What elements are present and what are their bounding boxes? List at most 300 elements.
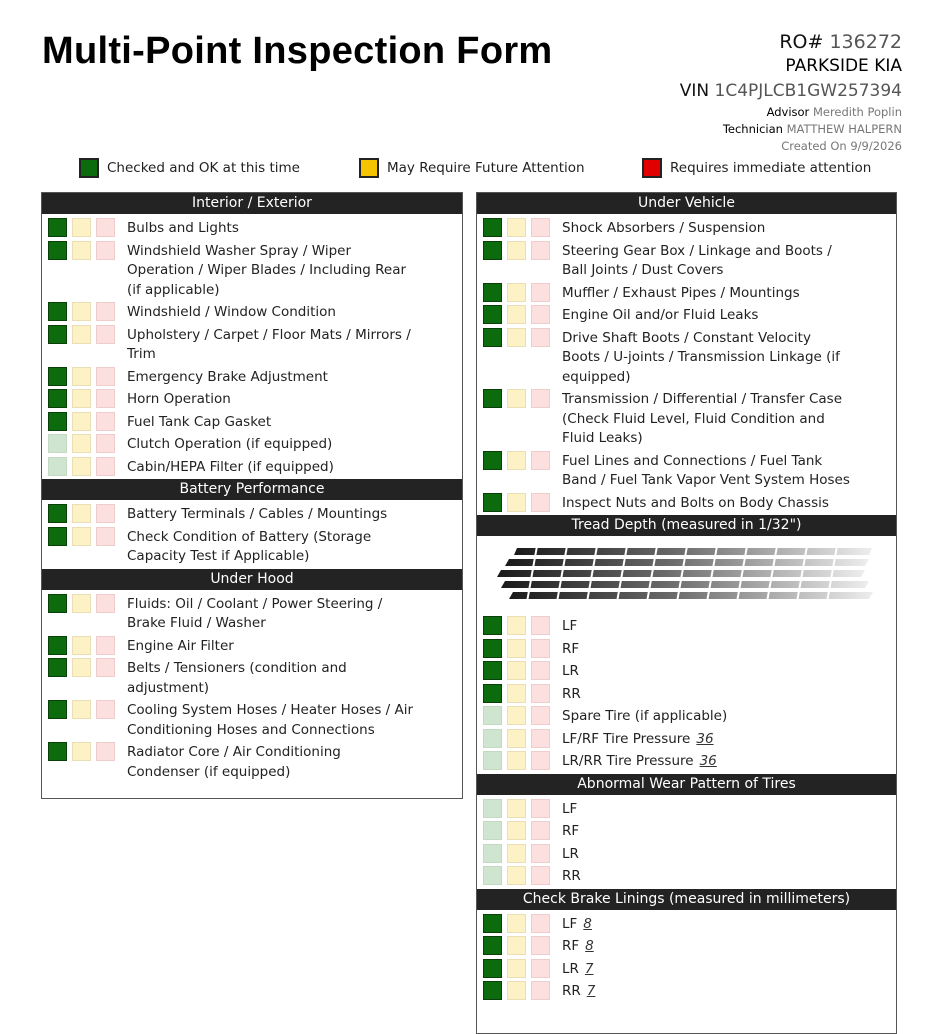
future-status-box[interactable] [507,283,526,302]
ok-status-box[interactable] [483,451,502,470]
future-status-box[interactable] [72,302,91,321]
section-vehicle [477,214,896,515]
future-status-box[interactable] [72,527,91,546]
status-boxes [483,328,555,347]
inspection-row [42,367,462,390]
status-boxes [48,504,120,523]
future-status-box[interactable] [507,751,526,770]
inspection-item-label [127,389,231,410]
inspection-item-label [562,328,852,388]
item-text: Shock Absorbers / Suspension [562,220,766,236]
inspection-row [42,302,462,325]
ok-status-box[interactable] [48,594,67,613]
inspection-row [42,700,462,742]
legend-immediate-label: Requires immediate attention [670,160,872,176]
status-boxes [48,527,120,546]
ok-status-box[interactable] [483,866,502,885]
advisor [680,104,902,121]
right-column [476,192,897,1034]
future-status-box[interactable] [72,457,91,476]
item-text: LR/RR Tire Pressure [562,753,694,769]
measured-value: 7 [586,983,596,999]
inspection-item-label [127,412,271,433]
inspection-item-label [562,451,852,491]
section-wear [477,795,896,889]
status-boxes [483,639,555,658]
ok-status-box[interactable] [483,241,502,260]
inspection-row [42,389,462,412]
inspection-row [477,493,896,516]
inspection-row [477,218,896,241]
immediate-status-box[interactable] [531,821,550,840]
immediate-status-box[interactable] [531,639,550,658]
inspection-item-label [127,594,417,634]
inspection-item-label [562,729,714,750]
immediate-status-box[interactable] [531,914,550,933]
item-text: LF [562,618,578,634]
item-text: Emergency Brake Adjustment [127,368,328,385]
inspection-item-label [562,821,579,842]
inspection-row [477,684,896,707]
ok-status-box[interactable] [483,493,502,512]
status-boxes [483,936,555,955]
item-text: Windshield Washer Spray / Wiper Operation / Wiper Blades / Including Rear (if applicable) [127,242,407,298]
immediate-status-box[interactable] [96,594,115,613]
inspection-item-label [127,504,387,525]
ro-number [680,30,902,54]
item-text: Fuel Tank Cap Gasket [127,413,272,430]
inspection-item-label [562,241,852,281]
measured-value: 36 [696,730,714,747]
immediate-status-box[interactable] [531,936,550,955]
item-text: RR [562,868,581,884]
status-boxes [483,283,555,302]
inspection-row [42,412,462,435]
status-boxes [48,457,120,476]
item-text: RR [562,685,581,702]
item-text: Muffler / Exhaust Pipes / Mountings [562,284,800,301]
inspection-row [477,844,896,867]
vin-label: VIN [679,81,710,101]
inspection-row [42,218,462,241]
advisor-value: Meredith Poplin [812,105,902,119]
ok-status-box[interactable] [48,742,67,761]
inspection-item-label [127,241,417,301]
item-text: Fuel Lines and Connections / Fuel Tank Band / Fuel Tank Vapor Vent System Hoses [562,452,850,488]
inspection-row [477,959,896,982]
inspection-item-label [562,751,717,772]
ok-status-box[interactable] [483,389,502,408]
inspection-row [477,305,896,328]
status-boxes [483,305,555,324]
inspection-item-label [127,302,336,323]
item-text: Clutch Operation (if equipped) [127,436,333,452]
inspection-item-label [562,866,581,887]
inspection-row [477,616,896,639]
section-tread [477,612,896,774]
item-text: Windshield / Window Condition [127,304,336,320]
ok-status-box[interactable] [483,218,502,237]
inspection-item-label [562,936,594,957]
immediate-swatch [642,158,662,178]
future-status-box[interactable] [72,594,91,613]
immediate-status-box[interactable] [531,241,550,260]
future-status-box[interactable] [507,661,526,680]
item-text: LF [562,800,578,817]
item-text: LR [562,960,579,977]
inspection-row [477,661,896,684]
status-boxes [483,616,555,635]
ok-status-box[interactable] [48,700,67,719]
immediate-status-box[interactable] [96,367,115,386]
inspection-row [42,504,462,527]
immediate-status-box[interactable] [531,959,550,978]
inspection-item-label [562,981,595,1002]
status-boxes [483,959,555,978]
inspection-item-label [562,305,758,326]
immediate-status-box[interactable] [96,241,115,260]
item-text: Horn Operation [127,391,231,407]
inspection-item-label [562,844,579,865]
ok-status-box[interactable] [483,981,502,1000]
status-boxes [483,729,555,748]
inspection-item-label [562,914,592,935]
inspection-item-label [562,493,829,514]
future-status-box[interactable] [507,866,526,885]
measured-value: 36 [699,753,717,769]
vin [680,79,902,104]
ro-value: 136272 [829,31,902,53]
inspection-item-label [127,457,334,478]
inspection-row [477,328,896,390]
immediate-status-box[interactable] [96,504,115,523]
future-status-box[interactable] [72,742,91,761]
inspection-item-label [562,959,594,980]
future-status-box[interactable] [507,389,526,408]
immediate-status-box[interactable] [96,302,115,321]
immediate-status-box[interactable] [531,493,550,512]
inspection-item-label [562,616,577,637]
ok-status-box[interactable] [48,367,67,386]
inspection-row [477,866,896,889]
inspection-item-label [562,684,581,705]
status-boxes [483,799,555,818]
inspection-row [42,636,462,659]
legend-future [359,158,585,178]
future-status-box[interactable] [507,799,526,818]
inspection-row [477,914,896,937]
inspection-item-label [127,434,332,455]
status-boxes [483,493,555,512]
ok-status-box[interactable] [48,302,67,321]
future-status-box[interactable] [72,367,91,386]
status-boxes [483,866,555,885]
section-header-vehicle: Under Vehicle [477,193,896,214]
status-boxes [483,241,555,260]
immediate-status-box[interactable] [96,434,115,453]
immediate-status-box[interactable] [531,844,550,863]
ok-status-box[interactable] [483,844,502,863]
future-status-box[interactable] [507,821,526,840]
ok-status-box[interactable] [483,936,502,955]
technician [680,121,902,138]
created-date: Created On 9/9/2026 [781,139,902,153]
status-boxes [483,821,555,840]
item-text: Bulbs and Lights [127,220,239,236]
future-status-box[interactable] [507,981,526,1000]
inspection-row [477,706,896,729]
inspection-item-label [127,527,417,567]
immediate-status-box[interactable] [531,389,550,408]
inspection-row [42,434,462,457]
ok-status-box[interactable] [48,658,67,677]
inspection-row [477,451,896,493]
section-header-hood: Under Hood [42,569,462,590]
inspection-row [477,389,896,451]
item-text: LF/RF Tire Pressure [562,730,691,747]
status-boxes [483,389,555,408]
immediate-status-box[interactable] [96,658,115,677]
inspection-item-label [127,700,417,740]
ok-status-box[interactable] [483,799,502,818]
ok-status-box[interactable] [48,412,67,431]
status-boxes [48,302,120,321]
future-status-box[interactable] [507,914,526,933]
inspection-item-label [562,283,800,304]
inspection-item-label [127,658,417,698]
immediate-status-box[interactable] [531,616,550,635]
ok-status-box[interactable] [48,218,67,237]
section-interior [42,214,462,479]
immediate-status-box[interactable] [531,751,550,770]
immediate-status-box[interactable] [531,328,550,347]
immediate-status-box[interactable] [531,283,550,302]
inspection-row [477,821,896,844]
future-status-box[interactable] [507,844,526,863]
future-status-box[interactable] [507,218,526,237]
immediate-status-box[interactable] [96,218,115,237]
section-header-tread: Tread Depth (measured in 1/32") [477,515,896,536]
ok-status-box[interactable] [483,729,502,748]
immediate-status-box[interactable] [96,742,115,761]
immediate-status-box[interactable] [531,305,550,324]
item-text: Engine Air Filter [127,637,234,654]
ro-label: RO# [779,31,824,53]
status-boxes [48,636,120,655]
ok-status-box[interactable] [483,914,502,933]
immediate-status-box[interactable] [531,218,550,237]
immediate-status-box[interactable] [96,325,115,344]
future-status-box[interactable] [72,504,91,523]
ok-status-box[interactable] [483,821,502,840]
measured-value: 7 [584,960,594,977]
status-boxes [483,914,555,933]
item-text: Cooling System Hoses / Heater Hoses / Air Conditioning Hoses and Connections [127,702,414,738]
future-status-box[interactable] [507,451,526,470]
header-info [680,30,902,155]
item-text: Check Condition of Battery (Storage Capacity Test if Applicable) [127,528,372,564]
inspection-item-label [562,799,577,820]
inspection-item-label [127,325,417,365]
technician-value: MATTHEW HALPERN [786,122,902,136]
inspection-row [477,283,896,306]
item-text: Battery Terminals / Cables / Mountings [127,506,388,522]
ok-status-box[interactable] [483,283,502,302]
future-status-box[interactable] [507,328,526,347]
section-header-wear: Abnormal Wear Pattern of Tires [477,774,896,795]
status-boxes [483,684,555,703]
status-boxes [48,412,120,431]
status-boxes [48,241,120,260]
ok-status-box[interactable] [483,959,502,978]
status-boxes [48,700,120,719]
vin-value: 1C4PJLCB1GW257394 [714,81,902,101]
ok-status-box[interactable] [48,389,67,408]
item-text: Spare Tire (if applicable) [562,708,728,724]
status-boxes [483,751,555,770]
future-status-box[interactable] [72,700,91,719]
immediate-status-box[interactable] [531,684,550,703]
ok-status-box[interactable] [48,241,67,260]
inspection-item-label [562,389,852,449]
item-text: Upholstery / Carpet / Floor Mats / Mirrors / Trim [127,326,411,362]
inspection-item-label [127,367,328,388]
future-status-box[interactable] [72,325,91,344]
item-text: Inspect Nuts and Bolts on Body Chassis [562,494,829,511]
inspection-row [42,658,462,700]
ok-status-box[interactable] [48,636,67,655]
future-status-box[interactable] [507,936,526,955]
inspection-row [477,241,896,283]
legend-immediate [642,158,871,178]
inspection-row [477,799,896,822]
ok-status-box[interactable] [48,527,67,546]
future-status-box[interactable] [72,241,91,260]
item-text: Belts / Tensioners (condition and adjustment) [127,660,347,696]
inspection-item-label [127,218,239,239]
inspection-row [477,729,896,752]
inspection-row [42,457,462,480]
inspection-item-label [562,639,579,660]
future-status-box[interactable] [507,305,526,324]
ok-status-box[interactable] [48,504,67,523]
immediate-status-box[interactable] [96,389,115,408]
ok-status-box[interactable] [483,706,502,725]
future-status-box[interactable] [507,493,526,512]
section-header-interior: Interior / Exterior [42,193,462,214]
status-boxes [48,434,120,453]
immediate-status-box[interactable] [531,706,550,725]
immediate-status-box[interactable] [96,700,115,719]
item-text: Radiator Core / Air Conditioning Condenser (if equipped) [127,744,341,780]
legend-ok [79,158,300,178]
ok-status-box[interactable] [483,751,502,770]
ok-status-box[interactable] [483,616,502,635]
immediate-status-box[interactable] [531,729,550,748]
item-text: RR [562,983,581,999]
item-text: LR [562,663,579,679]
future-status-box[interactable] [72,218,91,237]
ok-status-box[interactable] [48,325,67,344]
status-boxes [48,367,120,386]
ok-status-box[interactable] [483,305,502,324]
item-text: RF [562,938,580,954]
immediate-status-box[interactable] [96,527,115,546]
immediate-status-box[interactable] [96,636,115,655]
section-battery [42,500,462,569]
legend-future-label: May Require Future Attention [387,160,585,176]
inspection-item-label [562,661,579,682]
future-status-box[interactable] [72,412,91,431]
section-header-battery: Battery Performance [42,479,462,500]
future-status-box[interactable] [72,636,91,655]
future-status-box[interactable] [507,241,526,260]
inspection-item-label [127,636,234,657]
inspection-row [42,594,462,636]
status-boxes [483,451,555,470]
immediate-status-box[interactable] [531,981,550,1000]
future-status-box[interactable] [72,389,91,408]
future-status-box[interactable] [72,658,91,677]
advisor-label: Advisor [766,105,810,119]
status-boxes [483,661,555,680]
future-status-box[interactable] [507,959,526,978]
section-brakes [477,910,896,1004]
immediate-status-box[interactable] [531,799,550,818]
dealer-name: PARKSIDE KIA [785,56,902,76]
immediate-status-box[interactable] [96,457,115,476]
ok-status-box[interactable] [48,434,67,453]
immediate-status-box[interactable] [531,866,550,885]
section-header-brakes: Check Brake Linings (measured in millimeters) [477,889,896,910]
ok-status-box[interactable] [483,661,502,680]
status-boxes [48,658,120,677]
immediate-status-box[interactable] [531,661,550,680]
future-status-box[interactable] [507,729,526,748]
status-boxes [483,844,555,863]
inspection-item-label [562,706,727,727]
future-status-box[interactable] [72,434,91,453]
item-text: LR [562,845,579,862]
ok-status-box[interactable] [483,328,502,347]
ok-status-box[interactable] [483,684,502,703]
ok-status-box[interactable] [48,457,67,476]
future-status-box[interactable] [507,616,526,635]
immediate-status-box[interactable] [96,412,115,431]
inspection-row [42,325,462,367]
inspection-row [42,742,462,784]
future-status-box[interactable] [507,706,526,725]
item-text: Steering Gear Box / Linkage and Boots / Ball Joints / Dust Covers [562,242,832,278]
item-text: RF [562,640,580,657]
status-boxes [48,325,120,344]
inspection-row [42,527,462,569]
section-hood [42,590,462,785]
ok-swatch [79,158,99,178]
future-status-box[interactable] [507,639,526,658]
future-status-box[interactable] [507,684,526,703]
immediate-status-box[interactable] [531,451,550,470]
ok-status-box[interactable] [483,639,502,658]
inspection-item-label [562,218,765,239]
form-title: Multi-Point Inspection Form [42,30,553,72]
inspection-row [477,981,896,1004]
status-boxes [48,742,120,761]
item-text: Transmission / Differential / Transfer Case (Check Fluid Level, Fluid Condition and Fluid Leaks) [562,391,843,446]
technician-label: Technician [722,122,783,136]
item-text: RF [562,823,580,839]
future-swatch [359,158,379,178]
